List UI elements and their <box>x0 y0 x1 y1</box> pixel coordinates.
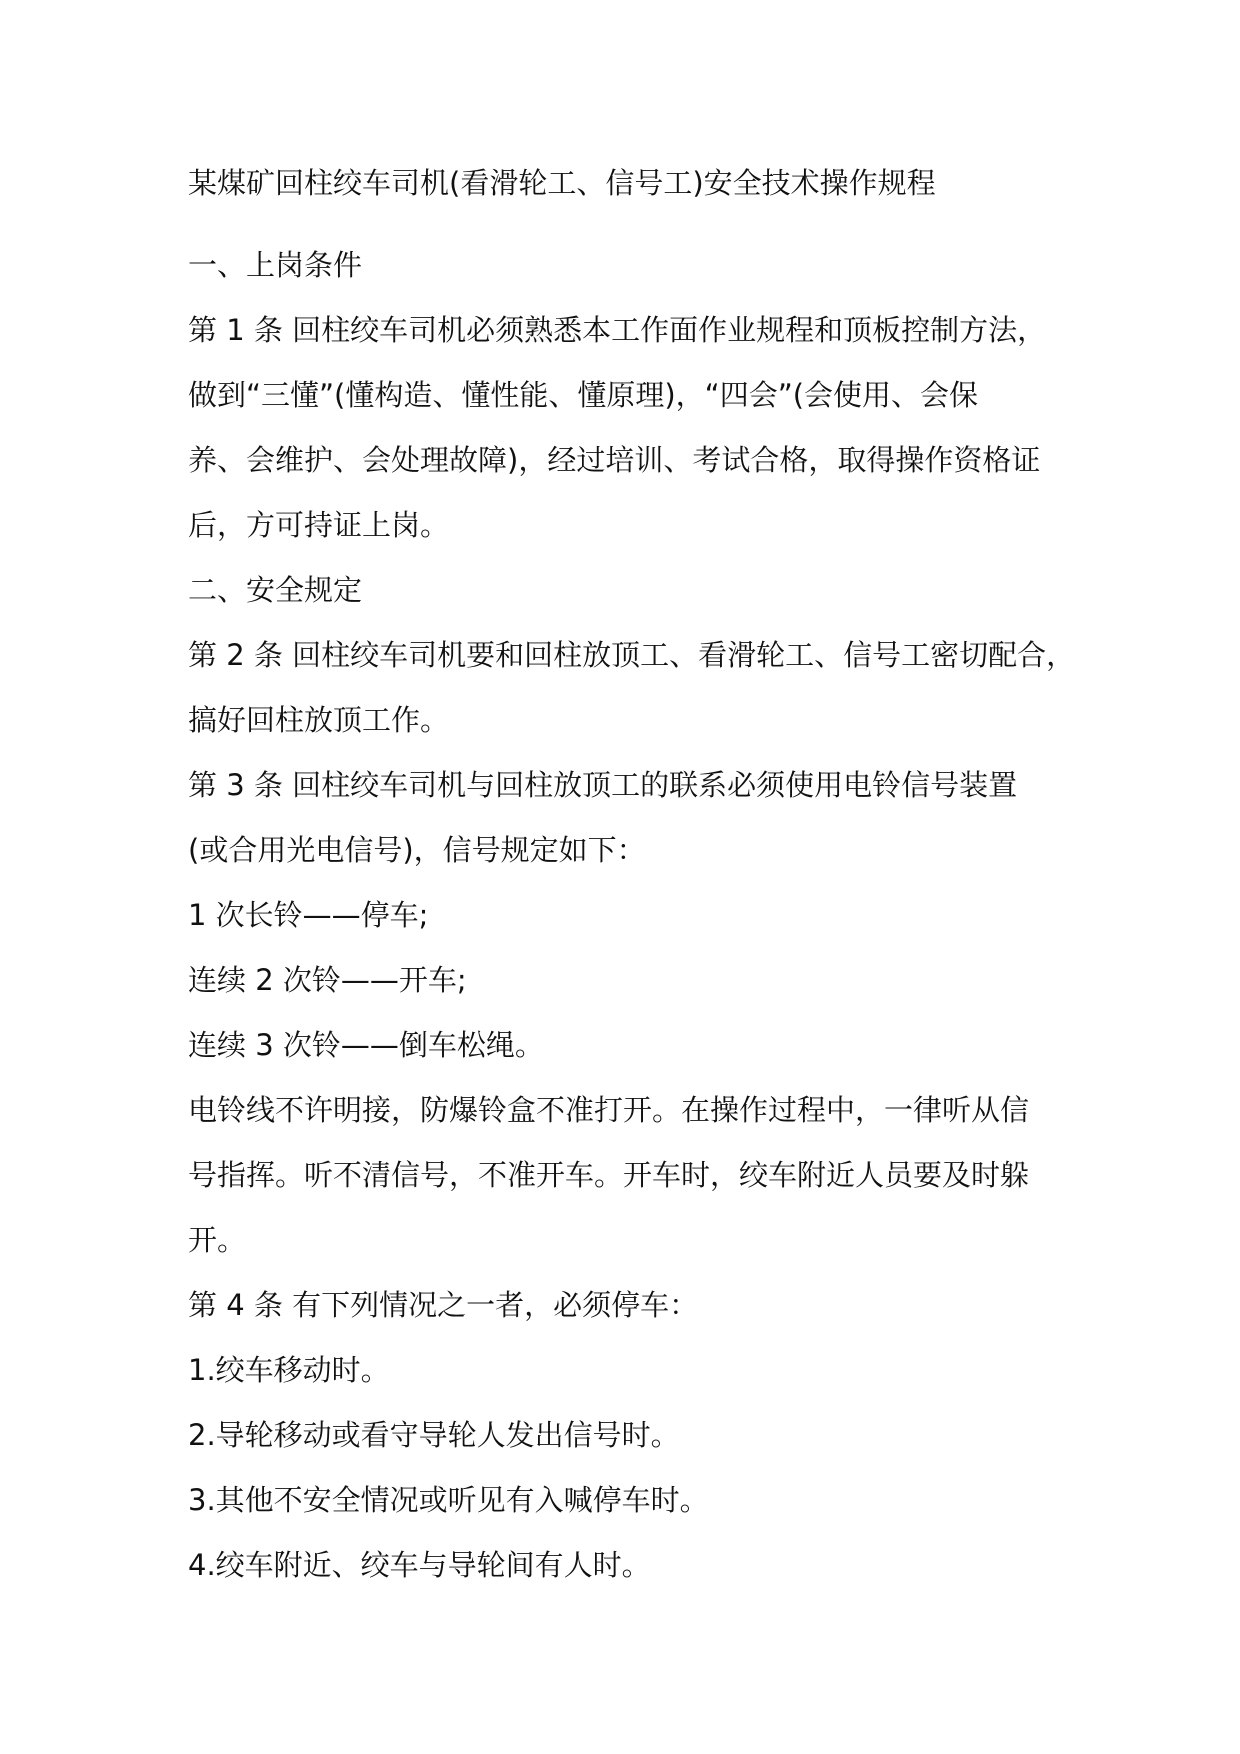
paragraph-line: 养、会维护、会处理故障)，经过培训、考试合格，取得操作资格证 <box>188 443 1041 477</box>
signal-rule-line: 1 次长铃——停车; <box>188 898 429 932</box>
signal-rule-line: 连续 3 次铃——倒车松绳。 <box>188 1028 544 1062</box>
paragraph-line: 后，方可持证上岗。 <box>188 508 450 542</box>
paragraph-line: 电铃线不许明接，防爆铃盒不准打开。在操作过程中，一律听从信 <box>188 1093 1030 1127</box>
paragraph-line: 开。 <box>188 1223 247 1257</box>
paragraph-line: (或合用光电信号)，信号规定如下： <box>188 833 646 867</box>
paragraph-line: 第 1 条 回柱绞车司机必须熟悉本工作面作业规程和顶板控制方法， <box>188 313 1047 347</box>
document-title: 某煤矿回柱绞车司机(看滑轮工、信号工)安全技术操作规程 <box>188 168 936 200</box>
paragraph-line: 第 3 条 回柱绞车司机与回柱放顶工的联系必须使用电铃信号装置 <box>188 768 1018 802</box>
section-heading-requirements: 一、上岗条件 <box>188 248 363 282</box>
paragraph-line: 第 2 条 回柱绞车司机要和回柱放顶工、看滑轮工、信号工密切配合， <box>188 638 1076 672</box>
paragraph-line: 搞好回柱放顶工作。 <box>188 703 450 737</box>
list-item: 1.绞车移动时。 <box>188 1353 390 1387</box>
list-item: 4.绞车附近、绞车与导轮间有人时。 <box>188 1548 651 1582</box>
list-item: 3.其他不安全情况或听见有入喊停车时。 <box>188 1483 709 1517</box>
list-item: 2.导轮移动或看守导轮人发出信号时。 <box>188 1418 680 1452</box>
paragraph-line: 号指挥。听不清信号，不准开车。开车时，绞车附近人员要及时躲 <box>188 1158 1030 1192</box>
paragraph-line: 第 4 条 有下列情况之一者，必须停车： <box>188 1288 699 1322</box>
paragraph-line: 做到“三懂”(懂构造、懂性能、懂原理)，“四会”(会使用、会保 <box>188 378 979 412</box>
signal-rule-line: 连续 2 次铃——开车; <box>188 963 467 997</box>
document-body <box>188 168 1088 1598</box>
section-heading-safety: 二、安全规定 <box>188 573 363 607</box>
